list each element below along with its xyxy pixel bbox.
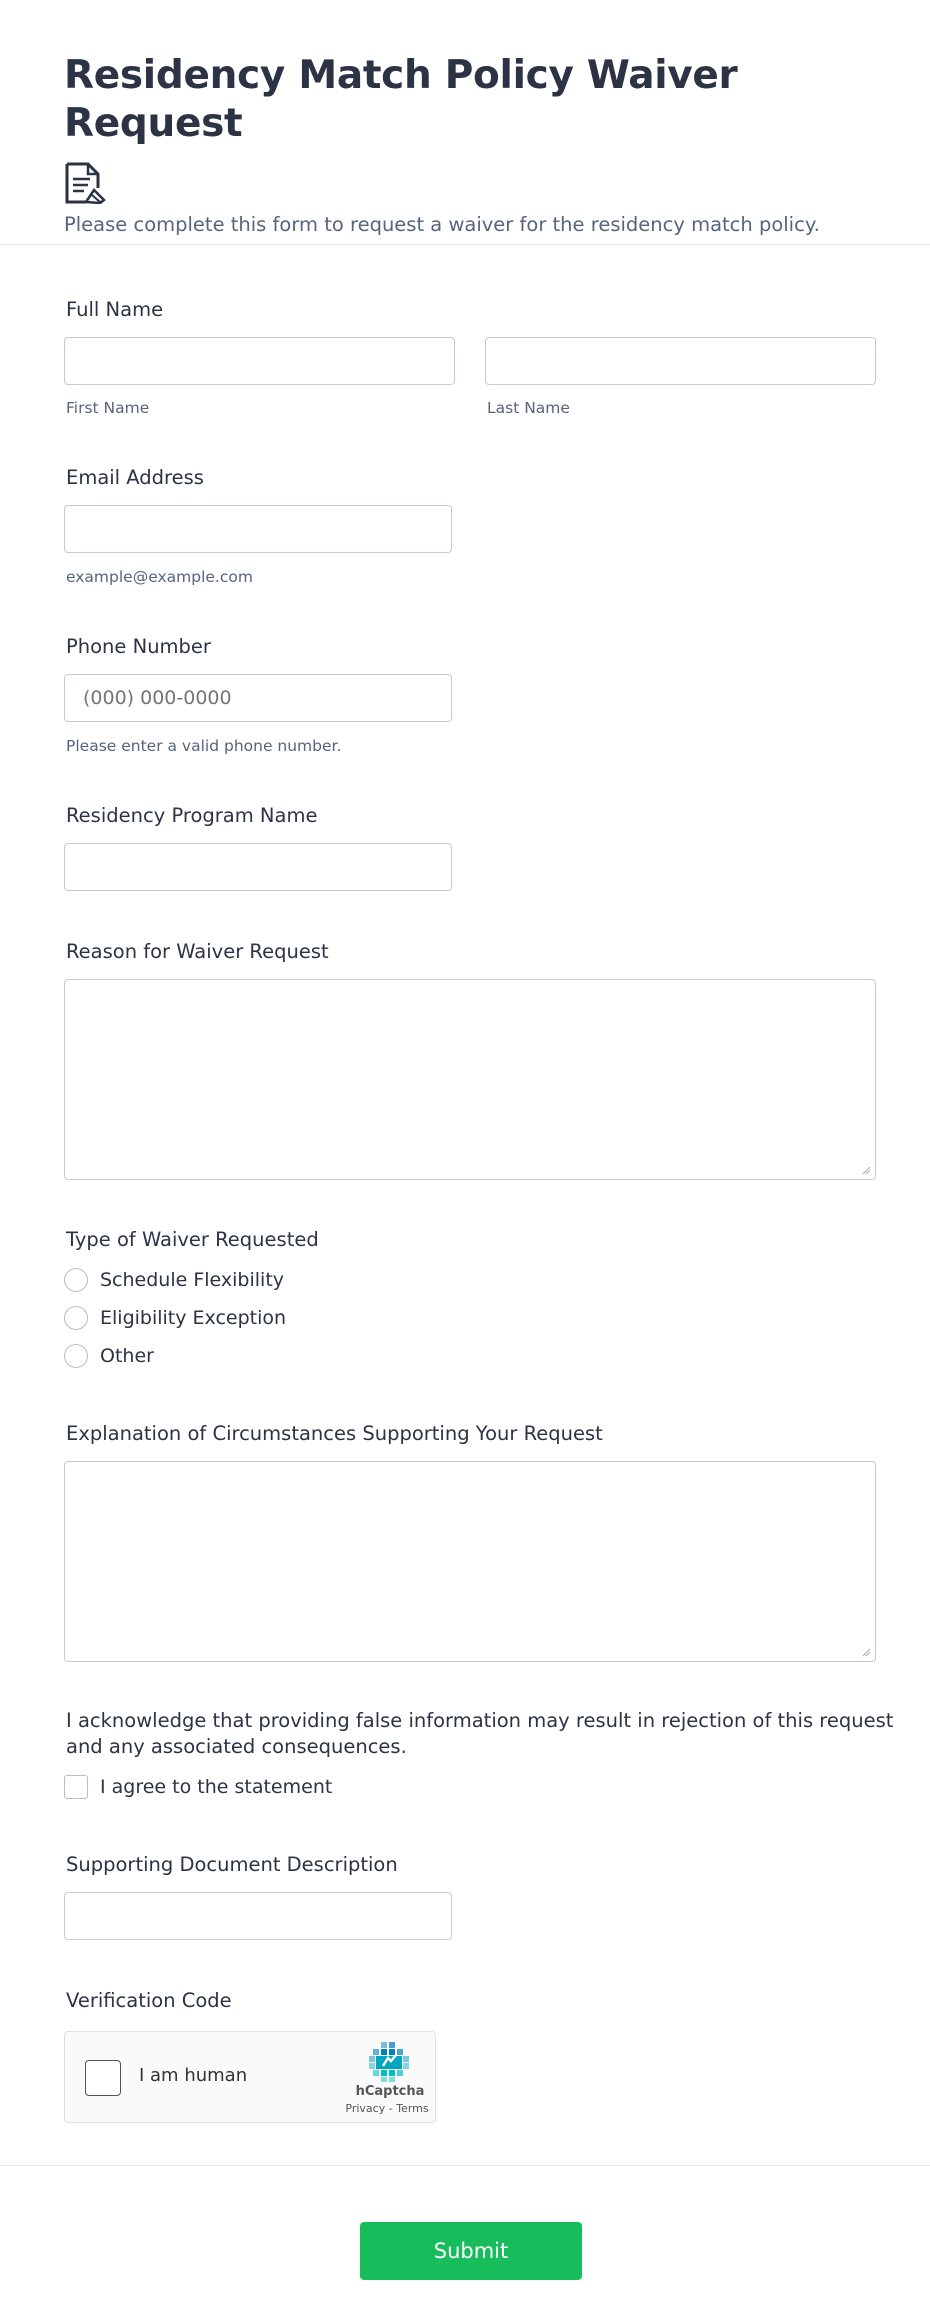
page-subtitle: Please complete this form to request a waiver for the residency match policy. (64, 213, 820, 236)
email-input[interactable] (64, 505, 452, 553)
email-label: Email Address (66, 466, 204, 489)
first-name-sublabel: First Name (66, 399, 150, 417)
resize-grip-icon[interactable] (861, 1647, 871, 1657)
program-label: Residency Program Name (66, 804, 318, 827)
captcha-text: I am human (139, 2065, 248, 2086)
acknowledge-label: I acknowledge that providing false information may result in rejection of this request and any associated consequences. (66, 1709, 894, 1758)
verification-label: Verification Code (66, 1989, 232, 2012)
radio-button[interactable] (64, 1344, 88, 1368)
explanation-textarea[interactable] (64, 1461, 876, 1662)
phone-label: Phone Number (66, 635, 211, 658)
captcha-checkbox[interactable] (85, 2060, 121, 2096)
resize-grip-icon[interactable] (861, 1165, 871, 1175)
page-title: Residency Match Policy Waiver Request (64, 53, 738, 146)
hcaptcha-logo-icon (369, 2042, 409, 2082)
radio-label: Schedule Flexibility (100, 1269, 285, 1291)
program-input[interactable] (64, 843, 452, 891)
hcaptcha-widget[interactable] (64, 2031, 436, 2123)
radio-option[interactable] (64, 1304, 286, 1332)
radio-label: Eligibility Exception (100, 1307, 287, 1329)
reason-label: Reason for Waiver Request (66, 940, 329, 963)
agree-checkbox[interactable] (64, 1775, 88, 1799)
email-sublabel: example@example.com (66, 568, 253, 586)
reason-textarea[interactable] (64, 979, 876, 1180)
radio-button[interactable] (64, 1306, 88, 1330)
first-name-input[interactable] (64, 337, 455, 385)
document-signature-icon (64, 162, 108, 204)
form-header (0, 0, 930, 245)
radio-option[interactable] (64, 1342, 154, 1370)
phone-input[interactable] (64, 674, 452, 722)
phone-sublabel: Please enter a valid phone number. (66, 737, 342, 755)
radio-button[interactable] (64, 1268, 88, 1292)
footer-divider (0, 2165, 930, 2166)
radio-label: Other (100, 1345, 154, 1367)
agree-checkbox-row[interactable] (64, 1773, 332, 1801)
last-name-input[interactable] (485, 337, 876, 385)
waiver-type-label: Type of Waiver Requested (66, 1228, 319, 1251)
document-label: Supporting Document Description (66, 1853, 398, 1876)
captcha-brand: hCaptcha (355, 2084, 425, 2099)
submit-button[interactable]: Submit (360, 2222, 582, 2280)
last-name-sublabel: Last Name (487, 399, 570, 417)
radio-option[interactable] (64, 1266, 284, 1294)
agree-checkbox-label: I agree to the statement (100, 1776, 333, 1798)
captcha-privacy-terms-link[interactable]: Privacy - Terms (345, 2102, 429, 2115)
document-input[interactable] (64, 1892, 452, 1940)
explanation-label: Explanation of Circumstances Supporting Your Request (66, 1422, 603, 1445)
full-name-label: Full Name (66, 298, 164, 321)
